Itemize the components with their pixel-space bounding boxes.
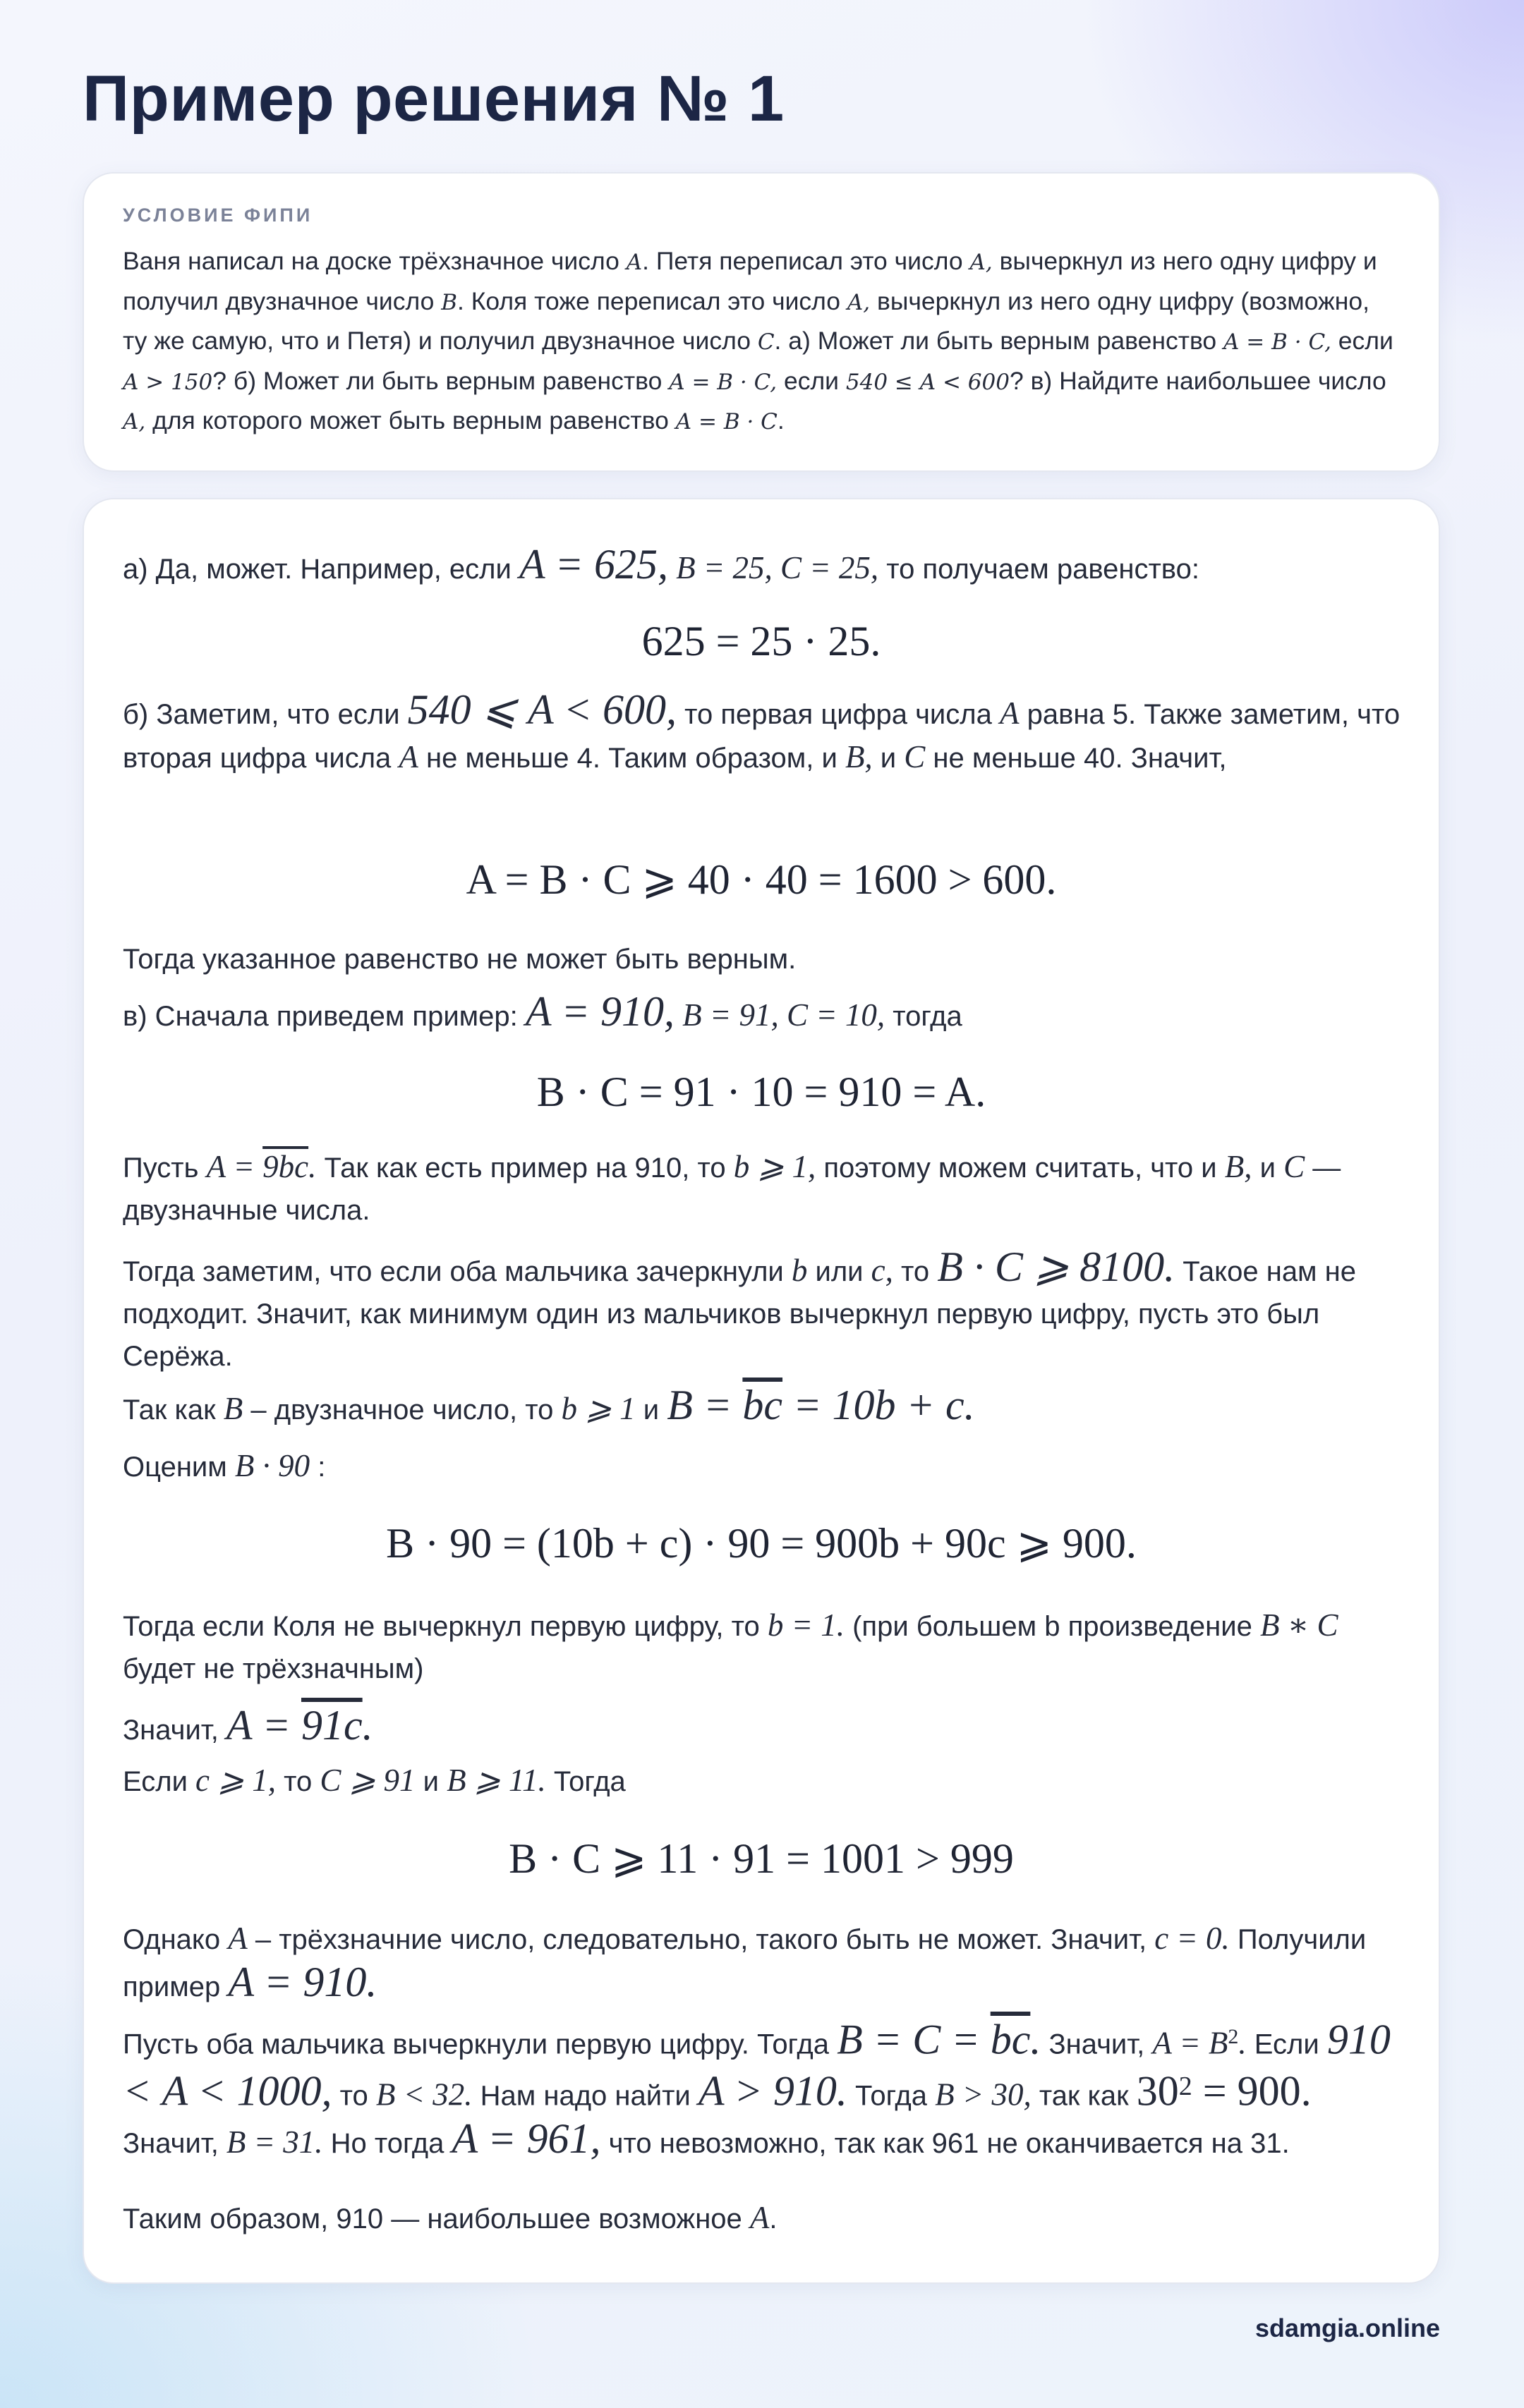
solution-math: = 900. xyxy=(1192,2067,1312,2115)
condition-text-part: вычеркнул из него одну цифру (возможно, ту же самую, что и Петя) и получил двузначное число xyxy=(123,286,1369,355)
solution-math: B = 91, C = 10, xyxy=(682,997,885,1033)
solution-c-paragraph xyxy=(123,2016,1403,2165)
solution-text: б) Заметим, что если xyxy=(123,699,408,730)
solution-math: B, xyxy=(845,739,873,774)
solution-math: A xyxy=(999,695,1020,731)
solution-math-superscript: 2 xyxy=(1178,2072,1192,2102)
solution-math-superscript: 2 xyxy=(1228,2025,1239,2048)
solution-math-overline: $\overline{bc}$ xyxy=(990,2016,1031,2063)
condition-math: A, xyxy=(847,289,871,315)
solution-text: не меньше 4. Таким образом, и xyxy=(418,743,845,774)
solution-math-overline: $\overline{bc}$ xyxy=(742,1382,783,1428)
display-equation-c2: B · 90 = (10b + c) · 90 = 900b + 90c ⩾ 900. xyxy=(386,1520,1137,1567)
display-equation-b: A = B · C ⩾ 40 · 40 = 1600 > 600. xyxy=(466,856,1057,903)
condition-text-part: ? в) Найдите наибольшее число xyxy=(1009,366,1386,395)
solution-c-paragraph xyxy=(123,1917,1403,2008)
solution-math: b ⩾ 1, xyxy=(733,1149,816,1184)
solution-c-paragraph xyxy=(123,1445,1403,1488)
solution-math: 30 xyxy=(1136,2067,1179,2115)
solution-math: C xyxy=(904,739,926,774)
display-equation-c1: B · C = 91 · 10 = 910 = A. xyxy=(536,1069,986,1115)
solution-text: то xyxy=(275,1766,320,1797)
solution-part-a xyxy=(123,543,1403,590)
solution-math: A = xyxy=(226,1702,301,1749)
condition-math: A, xyxy=(969,250,993,275)
condition-math: A xyxy=(626,250,643,275)
solution-text: то первая цифра числа xyxy=(677,699,1000,730)
solution-math: B = 25, C = 25, xyxy=(676,550,879,585)
solution-text: Тогда xyxy=(847,2080,936,2112)
solution-math: A xyxy=(399,739,418,774)
solution-text: (при большем b произведение xyxy=(845,1611,1260,1642)
solution-text: : xyxy=(310,1452,326,1483)
solution-c-paragraph xyxy=(123,1243,1403,1378)
condition-label: УСЛОВИЕ ФИПИ xyxy=(123,205,313,226)
condition-math: B xyxy=(441,289,457,315)
solution-math: B < 32. xyxy=(375,2076,473,2112)
solution-math: B · C ⩾ 8100. xyxy=(937,1243,1175,1290)
solution-c-paragraph xyxy=(123,1604,1403,1690)
condition-text-part: . а) Может ли быть верным равенство xyxy=(774,327,1224,355)
solution-math: b xyxy=(791,1253,808,1288)
solution-text: что невозможно, так как 961 не оканчивается на 31. xyxy=(600,2127,1290,2159)
solution-math: A xyxy=(228,1921,248,1956)
solution-math: b ⩾ 1 xyxy=(561,1391,636,1426)
condition-math: A, xyxy=(123,409,146,434)
solution-text: Тогда xyxy=(545,1766,626,1797)
solution-text: Такое нам не подходит. Значит, как минимум один из мальчиков вычеркнул первую цифру, пусть это был Серёжа. xyxy=(123,1256,1357,1372)
solution-text: Значит, xyxy=(1041,2029,1153,2060)
site-footer-brand: sdamgia.online xyxy=(1254,2313,1440,2342)
solution-text: Пусть оба мальчика вычеркнули первую цифру. Тогда xyxy=(123,2029,837,2060)
solution-math: A = 625, xyxy=(519,541,669,588)
condition-text-part: . Петя переписал это число xyxy=(642,247,970,275)
condition-text xyxy=(123,242,1399,442)
solution-text: — двузначные числа. xyxy=(123,1153,1341,1226)
solution-math: B ⩾ 11. xyxy=(447,1763,546,1798)
display-equation-a: 625 = 25 · 25. xyxy=(641,618,881,664)
solution-text: Если xyxy=(1246,2029,1327,2060)
solution-math: C ⩾ 91 xyxy=(320,1763,416,1798)
solution-math: B = C = xyxy=(837,2016,991,2063)
solution-text: Пусть xyxy=(123,1153,207,1184)
condition-text-part: Ваня написал на доске трёхзначное число xyxy=(123,247,627,275)
solution-text: и xyxy=(635,1394,667,1425)
condition-math: A = B · C, xyxy=(669,369,778,395)
solution-text: тогда xyxy=(885,1001,962,1032)
display-equation-c3: B · C ⩾ 11 · 91 = 1001 > 999 xyxy=(509,1835,1014,1882)
solution-text: то получаем равенство: xyxy=(878,554,1199,585)
condition-text-part: для которого может быть верным равенство xyxy=(145,406,676,434)
condition-text-part: вычеркнул из него одну цифру и получил двузначное число xyxy=(123,247,1377,315)
condition-math: A = B · C, xyxy=(1223,329,1331,355)
solution-text: Таким образом, 910 — наибольшее возможное xyxy=(123,2203,750,2234)
solution-math: B ∗ C xyxy=(1259,1607,1338,1643)
solution-math: 540 ⩽ A < 600, xyxy=(407,686,677,733)
solution-math: A = 961, xyxy=(452,2115,601,2162)
solution-text: а) Да, может. Например, если xyxy=(123,554,519,585)
solution-math: . xyxy=(1030,2016,1041,2063)
solution-math-overline: 91c xyxy=(301,1702,363,1749)
solution-text: . xyxy=(769,2203,778,2234)
solution-c-paragraph xyxy=(123,1384,1403,1431)
solution-text: в) Сначала приведем пример: xyxy=(123,1001,526,1032)
solution-text: Значит, xyxy=(123,2127,226,2159)
solution-math: B, xyxy=(1224,1149,1252,1184)
solution-c-paragraph xyxy=(123,1759,1403,1803)
solution-math: . xyxy=(308,1149,317,1184)
page-title: Пример решения № 1 xyxy=(83,63,785,135)
solution-text: Однако xyxy=(123,1924,229,1955)
condition-math: A > 150 xyxy=(123,369,213,395)
condition-math: C xyxy=(757,329,775,355)
solution-text: или xyxy=(807,1256,871,1287)
solution-math: B = xyxy=(667,1382,743,1428)
solution-math: A xyxy=(749,2200,770,2235)
solution-text: Значит, xyxy=(123,1715,226,1746)
solution-text: Если xyxy=(123,1766,196,1797)
condition-math: 540 ≤ A < 600 xyxy=(845,369,1010,395)
solution-text: Нам надо найти xyxy=(472,2080,698,2112)
solution-text: будет не трёхзначным) xyxy=(123,1653,424,1684)
solution-final xyxy=(123,2196,1403,2240)
solution-text: то xyxy=(893,1256,938,1287)
solution-math: B = 31. xyxy=(226,2124,323,2160)
solution-math: B > 30, xyxy=(935,2076,1032,2112)
solution-text: так как xyxy=(1031,2080,1137,2112)
solution-text: Но тогда xyxy=(322,2127,452,2159)
solution-math: b = 1. xyxy=(767,1607,845,1643)
condition-math: A = B · C xyxy=(675,409,778,434)
solution-math: = 10b + c. xyxy=(782,1382,975,1428)
solution-math: A = 910. xyxy=(228,1959,377,2005)
solution-math: A = B xyxy=(1152,2025,1228,2061)
condition-text-part: . Коля тоже переписал это число xyxy=(456,286,847,315)
condition-text-part: . xyxy=(777,406,785,434)
solution-c-paragraph xyxy=(123,1704,1403,1751)
solution-math: . xyxy=(362,1702,373,1749)
condition-text-part: если xyxy=(1331,327,1393,355)
solution-math: A = 910, xyxy=(525,988,675,1035)
solution-text: Тогда заметим, что если оба мальчика зачеркнули xyxy=(123,1256,792,1287)
solution-c-paragraph xyxy=(123,1145,1403,1232)
solution-text: Получили пример xyxy=(123,1924,1367,2002)
solution-b-conclusion: Тогда указанное равенство не может быть верным. xyxy=(123,944,797,975)
solution-text: Оценим xyxy=(123,1452,235,1483)
solution-text: и xyxy=(1252,1153,1284,1184)
condition-text-part: если xyxy=(777,366,846,395)
condition-text-part: ? б) Может ли быть верным равенство xyxy=(212,366,670,395)
solution-math: B · 90 xyxy=(234,1448,310,1483)
solution-text: и xyxy=(415,1766,447,1797)
solution-math: . xyxy=(1238,2025,1247,2061)
solution-math: A > 910. xyxy=(698,2067,847,2115)
solution-math: B xyxy=(223,1391,243,1426)
solution-text: Так как есть пример на 910, то xyxy=(316,1153,734,1184)
solution-math: c ⩾ 1, xyxy=(195,1763,276,1798)
solution-part-c-example xyxy=(123,990,1403,1038)
solution-text: и xyxy=(872,743,905,774)
solution-text: – трёхзначние число, следовательно, такого быть не может. Значит, xyxy=(247,1924,1155,1955)
solution-text: Тогда если Коля не вычеркнул первую цифру, то xyxy=(123,1611,768,1642)
solution-math-overline: 9bc xyxy=(262,1149,309,1184)
solution-text: не меньше 40. Значит, xyxy=(925,743,1227,774)
solution-text: – двузначное число, то xyxy=(243,1394,562,1425)
solution-card xyxy=(83,498,1440,2284)
solution-text: равна 5. Также заметим, что вторая цифра числа xyxy=(123,699,1401,774)
condition-card xyxy=(83,172,1440,472)
solution-math: c, xyxy=(871,1253,893,1288)
solution-part-b xyxy=(123,688,1403,779)
solution-math: C xyxy=(1283,1149,1305,1184)
solution-text: Так как xyxy=(123,1394,224,1425)
solution-math: A = xyxy=(206,1149,263,1184)
solution-math: 910 < A < 1000, xyxy=(123,2016,1391,2115)
solution-math: c = 0. xyxy=(1154,1921,1230,1956)
solution-text: поэтому можем считать, что и xyxy=(816,1153,1225,1184)
solution-text: то xyxy=(332,2080,376,2112)
